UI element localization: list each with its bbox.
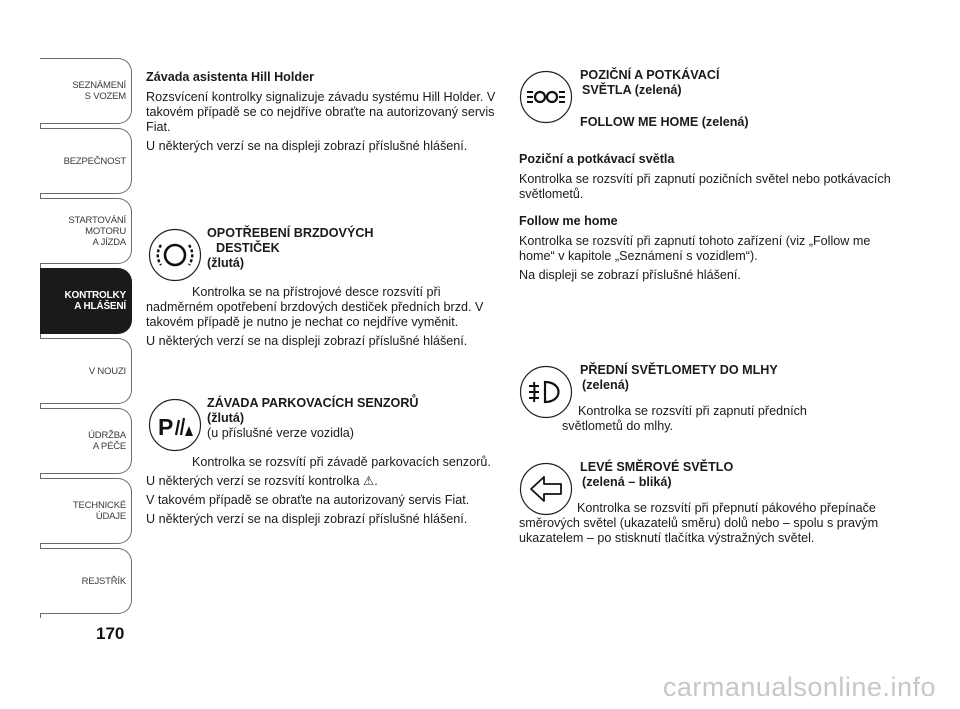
- tab-technicke[interactable]: TECHNICKÉ ÚDAJE: [40, 478, 132, 544]
- position-lights-title-3: FOLLOW ME HOME (zelená): [580, 115, 749, 129]
- position-lights-body: [519, 152, 899, 287]
- brake-pads-title-1: OPOTŘEBENÍ BRZDOVÝCH: [207, 226, 374, 240]
- tab-rejstrik[interactable]: REJSTŘÍK: [40, 548, 132, 614]
- position-lights-text: Kontrolka se rozsvítí při zapnutí pozičních světel nebo potkávacích světlometů.: [519, 172, 891, 201]
- park-sensors-version-note: (u příslušné verze vozidla): [207, 426, 354, 440]
- brake-pad-wear-icon: [148, 228, 202, 282]
- position-lights-subtitle: Poziční a potkávací světla: [519, 152, 675, 166]
- follow-me-home-text: Kontrolka se rozsvítí při zapnutí tohoto zařízení (viz „Follow me home“ v kapitole „Seznámení s vozidlem“).: [519, 234, 871, 263]
- hill-holder-section: [146, 70, 498, 158]
- tab-startovani[interactable]: STARTOVÁNÍ MOTORU A JÍZDA: [40, 198, 132, 264]
- follow-me-home-display-note: Na displeji se zobrazí příslušné hlášení.: [519, 268, 741, 282]
- position-lights-icon: [519, 70, 573, 124]
- park-sensors-display-note: U některých verzí se na displeji zobrazí příslušné hlášení.: [146, 512, 468, 526]
- position-lights-title-1: POZIČNÍ A POTKÁVACÍ: [580, 68, 720, 82]
- tab-seznameni[interactable]: SEZNÁMENÍ S VOZEM: [40, 58, 132, 124]
- brake-pads-color: (žlutá): [207, 256, 245, 270]
- warning-triangle-icon: ⚠.: [362, 474, 378, 488]
- park-sensors-heading: [207, 396, 497, 441]
- parking-sensor-icon: [148, 398, 202, 452]
- fog-lights-color: (zelená): [582, 378, 629, 392]
- left-turn-body: [519, 501, 879, 550]
- brake-pads-heading: [207, 226, 497, 271]
- hill-holder-text: Rozsvícení kontrolky signalizuje závadu systému Hill Holder. V takovém případě se co nejdříve obraťte na autorizovaný servis Fiat.: [146, 90, 496, 134]
- hill-holder-display-note: U některých verzí se na displeji zobrazí příslušné hlášení.: [146, 139, 468, 153]
- left-turn-heading: [580, 460, 940, 490]
- fog-lights-body: [562, 404, 862, 438]
- park-sensors-text: Kontrolka se rozsvítí při závadě parkovacích senzorů.: [192, 455, 491, 469]
- park-sensors-title: ZÁVADA PARKOVACÍCH SENZORŮ: [207, 396, 419, 410]
- park-sensors-warning-text: U některých verzí se rozsvítí kontrolka: [146, 474, 360, 488]
- fog-lights-title: PŘEDNÍ SVĚTLOMETY DO MLHY: [580, 363, 778, 377]
- brake-pads-display-note: U některých verzí se na displeji zobrazí příslušné hlášení.: [146, 334, 468, 348]
- position-lights-title-2: SVĚTLA (zelená): [582, 83, 682, 97]
- park-sensors-service-text: V takovém případě se obraťte na autorizovaný servis Fiat.: [146, 493, 470, 507]
- fog-lights-text: Kontrolka se rozsvítí při zapnutí předních světlometů do mlhy.: [562, 404, 807, 433]
- left-turn-text: Kontrolka se rozsvítí při přepnutí pákového přepínače směrových světel (ukazatelů směru) dolů nebo – spolu s pravým ukazatelem – po stisknutí tlačítka výstražných světel.: [519, 501, 879, 545]
- follow-me-home-subtitle: Follow me home: [519, 214, 618, 228]
- tab-bezpecnost[interactable]: BEZPEČNOST: [40, 128, 132, 194]
- fog-lights-heading: [580, 363, 940, 393]
- tab-v-nouzi[interactable]: V NOUZI: [40, 338, 132, 404]
- tab-kontrolky[interactable]: KONTROLKY A HLÁŠENÍ: [40, 268, 132, 334]
- left-turn-color: (zelená – bliká): [582, 475, 672, 489]
- watermark: carmanualsonline.info: [662, 672, 936, 702]
- page-number: 170: [96, 624, 125, 643]
- svg-text:P: P: [158, 414, 174, 440]
- park-sensors-body: [146, 455, 498, 531]
- brake-pads-text: Kontrolka se na přístrojové desce rozsvítí při nadměrném opotřebení brzdových destiček předních brzd. V takovém případě je nutno je nechat co nejdříve vyměnit.: [146, 285, 484, 329]
- hill-holder-title: Závada asistenta Hill Holder: [146, 70, 314, 84]
- tab-udrzba[interactable]: ÚDRŽBA A PÉČE: [40, 408, 132, 474]
- brake-pads-body: [146, 285, 498, 353]
- position-lights-heading: [580, 68, 940, 130]
- left-turn-title: LEVÉ SMĚROVÉ SVĚTLO: [580, 460, 734, 474]
- park-sensors-color: (žlutá): [207, 411, 245, 425]
- brake-pads-title-2: DESTIČEK: [216, 241, 280, 255]
- park-sensors-warning-line: [146, 474, 498, 489]
